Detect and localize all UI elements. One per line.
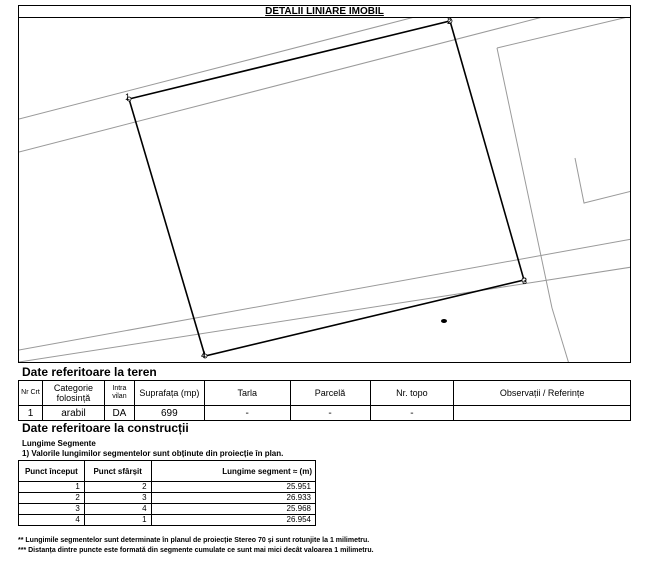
col-observatii: Observații / Referințe — [454, 381, 631, 406]
cell-length: 25.951 — [151, 482, 315, 493]
cell-start: 4 — [19, 515, 85, 526]
vertex-label-1: 1 — [125, 92, 131, 102]
cell-start: 3 — [19, 504, 85, 515]
cell-length: 26.954 — [151, 515, 315, 526]
segmente-title: Lungime Segmente — [22, 439, 96, 448]
cell-tarla: - — [204, 406, 290, 421]
neighbour-parcel-lower — [552, 308, 569, 363]
cell-end: 3 — [84, 493, 151, 504]
cell-categorie: arabil — [42, 406, 104, 421]
col-categorie: Categorie folosință — [42, 381, 104, 406]
parcel-outline — [129, 21, 524, 356]
road-line-lower-b — [19, 267, 631, 362]
cell-start: 2 — [19, 493, 85, 504]
col-punct-sfarsit: Punct sfârșit — [84, 461, 151, 482]
cell-length: 25.968 — [151, 504, 315, 515]
cell-intra: DA — [104, 406, 134, 421]
cell-end: 1 — [84, 515, 151, 526]
teren-table — [18, 380, 631, 421]
col-suprafata: Suprafața (mp) — [134, 381, 204, 406]
table-row — [19, 482, 316, 493]
table-row — [19, 493, 316, 504]
footnote-2: *** Distanța dintre puncte este formată din segmente cumulate ce sunt mai mici decât valoarea 1 milimetru. — [18, 547, 374, 554]
col-intra-vilan: Intra vilan — [104, 381, 134, 406]
vertex-markers — [127, 19, 526, 358]
vertex-label-2: 2 — [447, 18, 453, 26]
cell-observatii — [454, 406, 631, 421]
col-nr-topo: Nr. topo — [370, 381, 454, 406]
segmente-subtitle: 1) Valorile lungimilor segmentelor sunt obținute din proiecție în plan. — [22, 449, 284, 458]
cell-length: 26.933 — [151, 493, 315, 504]
cell-end: 2 — [84, 482, 151, 493]
cell-end: 4 — [84, 504, 151, 515]
table-row — [19, 504, 316, 515]
cell-suprafata: 699 — [134, 406, 204, 421]
road-line-upper-b — [19, 18, 631, 119]
footnote-1: ** Lungimile segmentelor sunt determinate în planul de proiecție Stereo 70 și sunt rotunjite la 1 milimetru. — [18, 537, 370, 544]
col-punct-inceput: Punct început — [19, 461, 85, 482]
col-parcela: Parcelă — [290, 381, 370, 406]
plan-map — [18, 17, 631, 363]
cell-start: 1 — [19, 482, 85, 493]
table-row — [19, 515, 316, 526]
table-row — [19, 406, 631, 421]
col-lungime: Lungime segment ≈ (m) — [151, 461, 315, 482]
vertex-label-3: 3 — [522, 276, 528, 286]
col-nr-crt: Nr Crt — [19, 381, 43, 406]
neighbour-parcel-top — [497, 18, 631, 48]
col-tarla: Tarla — [204, 381, 290, 406]
constructii-section-title: Date referitoare la construcții — [22, 421, 189, 435]
teren-header-row — [19, 381, 631, 406]
neighbour-lines — [19, 18, 631, 363]
road-line-lower-a — [19, 239, 631, 350]
map-mark — [441, 319, 447, 323]
vertex-label-4: 4 — [201, 350, 207, 360]
neighbour-parcel-left — [497, 48, 552, 308]
cell-nr: 1 — [19, 406, 43, 421]
neighbour-notch — [575, 158, 631, 203]
cell-nr-topo: - — [370, 406, 454, 421]
segmente-table — [18, 460, 316, 526]
page-title: DETALII LINIARE IMOBIL — [18, 5, 631, 18]
teren-section-title: Date referitoare la teren — [22, 365, 157, 379]
cell-parcela: - — [290, 406, 370, 421]
segmente-header-row — [19, 461, 316, 482]
plan-drawing — [19, 18, 631, 363]
